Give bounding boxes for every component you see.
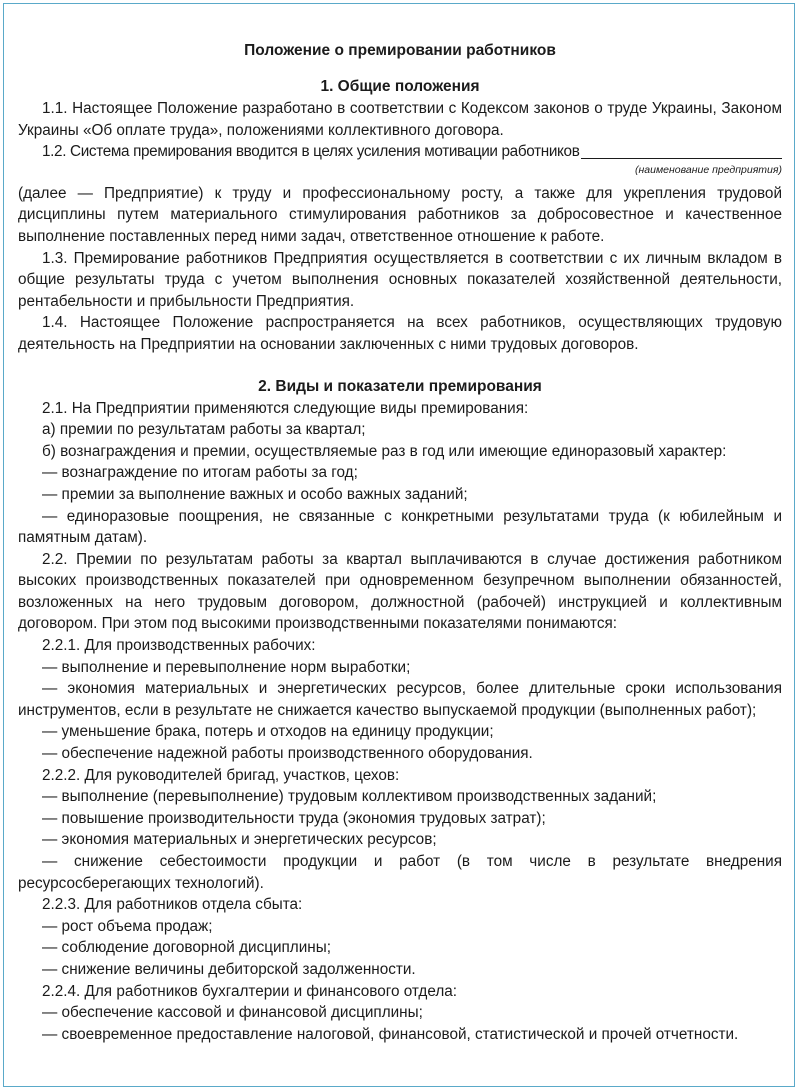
list-item-dash: — единоразовые поощрения, не связанные с конкретными результатами труда (к юбилейным и памятным датам).	[18, 507, 782, 547]
list-item-dash: — выполнение и перевыполнение норм выработки;	[42, 658, 411, 676]
subsection-2-2-2: 2.2.2. Для руководителей бригад, участков, цехов:	[42, 766, 400, 784]
paragraph-1-4: 1.4. Настоящее Положение распространяется на всех работников, осуществляющих трудовую деятельность на Предприятии на основании заключенных с ними трудовых договоров.	[18, 314, 782, 353]
list-item-dash: — рост объема продаж;	[42, 917, 213, 935]
list-item-dash: — своевременное предоставление налоговой, финансовой, статистической и прочей отчетности.	[42, 1025, 739, 1043]
list-item-dash: — обеспечение надежной работы производственного оборудования.	[42, 745, 533, 763]
list-item-dash: — уменьшение брака, потерь и отходов на единицу продукции;	[42, 723, 494, 741]
list-item-dash: — премии за выполнение важных и особо важных заданий;	[42, 485, 468, 503]
list-item-dash: — выполнение (перевыполнение) трудовым коллективом производственных заданий;	[42, 788, 657, 806]
enterprise-name-hint: (наименование предприятия)	[635, 163, 782, 176]
list-item-dash: — соблюдение договорной дисциплины;	[42, 939, 331, 957]
paragraph-2-1: 2.1. На Предприятии применяются следующие виды премирования:	[42, 399, 529, 417]
list-item-a: а) премии по результатам работы за квартал;	[42, 421, 366, 439]
paragraph-1-3: 1.3. Премирование работников Предприятия осуществляется в соответствии с их личным вкладом в общие результаты труда с учетом выполнения основных показателей хозяйственной деятельности, рентабельности и прибыльности Предприятия.	[18, 249, 782, 310]
list-item-dash: — снижение величины дебиторской задолженности.	[42, 960, 416, 978]
document-title: Положение о премировании работников	[244, 42, 556, 59]
document-body	[18, 40, 782, 1045]
paragraph-1-1: 1.1. Настоящее Положение разработано в соответствии с Кодексом законов о труде Украины, Законом Украины «Об оплате труда», положениями коллективного договора.	[18, 100, 782, 139]
subsection-2-2-3: 2.2.3. Для работников отдела сбыта:	[42, 896, 303, 914]
document-frame	[3, 3, 795, 1087]
list-item-dash: — экономия материальных и энергетических ресурсов, более длительные сроки использования инструментов, если в результате не снижается качество выпускаемой продукции (выполненных работ);	[18, 680, 782, 719]
list-item-dash: — снижение себестоимости продукции и работ (в том числе в результате внедрения ресурсосберегающих технологий).	[18, 853, 782, 892]
list-item-dash: — экономия материальных и энергетических ресурсов;	[42, 831, 437, 849]
paragraph-1-2-first-line	[18, 141, 782, 163]
section-1-heading: 1. Общие положения	[320, 78, 480, 95]
list-item-dash: — вознаграждение по итогам работы за год;	[42, 464, 358, 482]
subsection-2-2-1: 2.2.1. Для производственных рабочих:	[42, 637, 316, 655]
subsection-2-2-4: 2.2.4. Для работников бухгалтерии и финансового отдела:	[42, 982, 458, 1000]
list-item-dash: — обеспечение кассовой и финансовой дисциплины;	[42, 1004, 423, 1022]
paragraph-2-2: 2.2. Премии по результатам работы за квартал выплачиваются в случае достижения работником высоких производственных показателей при одновременном безупречном выполнении обязанностей, возложенных на него трудовым договором, должностной (рабочей) инструкцией и коллективным договором. При этом под высокими производственными показателями понимаются:	[18, 550, 782, 633]
section-2-heading: 2. Виды и показатели премирования	[258, 377, 542, 395]
enterprise-name-blank	[581, 143, 782, 159]
paragraph-1-2-start: 1.2. Система премирования вводится в целях усиления мотивации работников	[42, 143, 580, 161]
list-item-b: б) вознаграждения и премии, осуществляемые раз в год или имеющие единоразовый характер:	[42, 442, 727, 460]
list-item-dash: — повышение производительности труда (экономия трудовых затрат);	[42, 809, 546, 827]
paragraph-1-2-continuation: (далее — Предприятие) к труду и профессиональному росту, а также для укрепления трудовой дисциплины путем материального стимулирования работников за добросовестное и качественное выполнение поставленных перед ними задач, ответственное отношение к работе.	[18, 184, 782, 245]
